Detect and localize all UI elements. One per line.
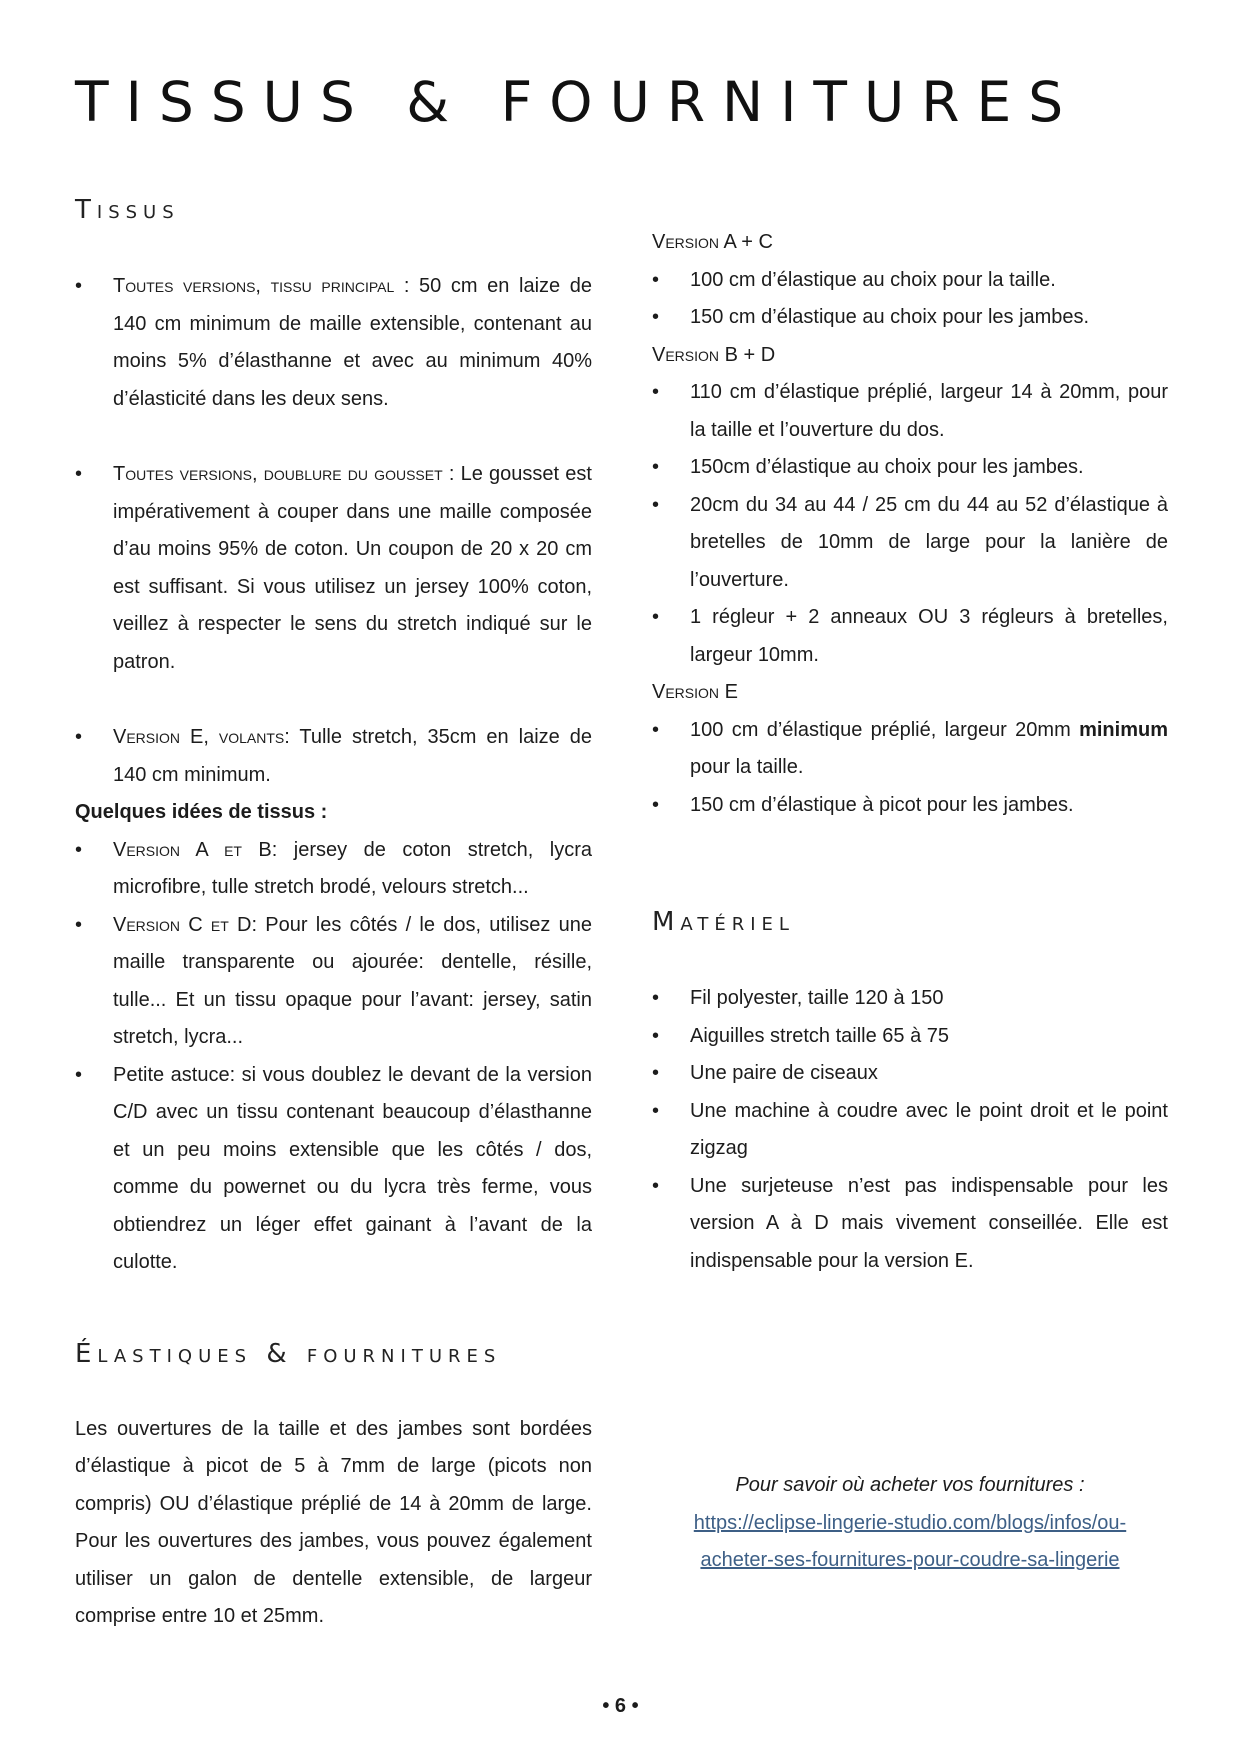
list-item: • 150cm d’élastique au choix pour les jambes. bbox=[652, 449, 1168, 487]
list-item bbox=[75, 268, 592, 418]
list-item: • 100 cm d’élastique au choix pour la taille. bbox=[652, 262, 1168, 300]
item-text: : jersey de coton stretch, lycra microfibre, tulle stretch brodé, velours stretch... bbox=[113, 838, 592, 898]
item-text: pour la taille. bbox=[690, 756, 804, 778]
list-item bbox=[75, 907, 592, 1057]
item-lead: Version A et B bbox=[113, 838, 272, 861]
materiel-list bbox=[652, 980, 1168, 1280]
item-text: Petite astuce: si vous doublez le devant de la version C/D avec un tissu contenant beaucoup d’élasthanne et un peu moins extensible que les côtés / dos, comme du powernet ou du lycra très ferme, vous obtiendrez un léger effet gainant à l’avant de la culotte. bbox=[113, 1063, 592, 1273]
shop-link-line-1: https://eclipse-lingerie-studio.com/blogs/infos/ou- bbox=[693, 1511, 1127, 1534]
list-item: • 20cm du 34 au 44 / 25 cm du 44 au 52 d’élastique à bretelles de 10mm de large pour la lanière de l’ouverture. bbox=[652, 487, 1168, 600]
ideas-list bbox=[75, 832, 592, 1282]
shop-label: Pour savoir où acheter vos fournitures : bbox=[735, 1474, 1085, 1496]
item-lead: Toutes versions, doublure du gousset bbox=[113, 463, 443, 485]
list-item: • Fil polyester, taille 120 à 150 bbox=[652, 980, 1168, 1018]
list-item: • Une paire de ciseaux bbox=[652, 1055, 1168, 1093]
item-lead: Version C et D bbox=[113, 913, 252, 936]
shop-note bbox=[652, 1467, 1168, 1580]
version-bd-list bbox=[652, 374, 1168, 674]
list-item: • Une surjeteuse n’est pas indispensable pour les version A à D mais vivement conseillée. Elle est indispensable pour la version E. bbox=[652, 1168, 1168, 1281]
left-column bbox=[75, 190, 592, 1636]
item-emphasis: minimum bbox=[1079, 718, 1168, 741]
list-item bbox=[75, 832, 592, 907]
tissus-list bbox=[75, 268, 592, 794]
item-text: 100 cm d’élastique préplié, largeur 20mm bbox=[690, 718, 1080, 741]
list-item: • 150 cm d’élastique à picot pour les jambes. bbox=[652, 787, 1168, 825]
item-text: : Pour les côtés / le dos, utilisez une maille transparente ou ajourée: dentelle, résille, tulle... Et un tissu opaque pour l’avant: jersey, satin stretch, lycra... bbox=[113, 913, 592, 1048]
section-heading-elastiques: Élastiques & fournitures bbox=[75, 1338, 502, 1369]
list-item: • 110 cm d’élastique préplié, largeur 14 à 20mm, pour la taille et l’ouverture du dos. bbox=[652, 374, 1168, 449]
item-lead: Version E, volants bbox=[113, 726, 285, 748]
version-ac-list bbox=[652, 262, 1168, 337]
list-item bbox=[75, 719, 592, 794]
section-heading-materiel: Matériel bbox=[652, 907, 795, 937]
shop-link-line-2: acheter-ses-fournitures-pour-coudre-sa-lingerie bbox=[700, 1549, 1120, 1571]
item-text: : 50 cm en laize de 140 cm minimum de maille extensible, contenant au moins 5% d’élasthanne et avec au minimum 40% d’élasticité dans les deux sens. bbox=[113, 275, 593, 410]
version-title-ac: Version A + C bbox=[652, 231, 773, 253]
item-text: : Le gousset est impérativement à couper dans une maille composée d’au moins 95% de coton. Un coupon de 20 x 20 cm est suffisant. Si vous utilisez un jersey 100% coton, veillez à respecter le sens du stretch indiqué sur le patron. bbox=[113, 463, 592, 673]
list-item bbox=[75, 1057, 592, 1282]
list-item: • Une machine à coudre avec le point droit et le point zigzag bbox=[652, 1093, 1168, 1168]
item-lead: Toutes versions, tissu principal bbox=[113, 275, 395, 297]
list-item bbox=[652, 712, 1168, 787]
list-item: • 150 cm d’élastique au choix pour les jambes. bbox=[652, 299, 1168, 337]
ideas-title: Quelques idées de tissus : bbox=[75, 801, 328, 823]
list-item bbox=[75, 456, 592, 681]
list-item: • 1 régleur + 2 anneaux OU 3 régleurs à bretelles, largeur 10mm. bbox=[652, 599, 1168, 674]
version-title-e: Version E bbox=[652, 681, 738, 703]
section-heading-tissus: Tissus bbox=[75, 195, 180, 225]
version-title-bd: Version B + D bbox=[652, 343, 776, 366]
shop-link[interactable] bbox=[694, 1512, 1126, 1572]
right-column bbox=[652, 224, 1168, 1280]
elastiques-paragraph: Les ouvertures de la taille et des jambes sont bordées d’élastique à picot de 5 à 7mm de large (picots non compris) OU d’élastique préplié de 14 à 20mm de large. Pour les ouvertures des jambes, vous pouvez également utiliser un galon de dentelle extensible, de largeur comprise entre 10 et 25mm. bbox=[75, 1417, 592, 1627]
item-text: : Tulle stretch, 35cm en laize de 140 cm minimum. bbox=[113, 726, 592, 786]
version-e-list bbox=[652, 712, 1168, 825]
page-title: TISSUS & FOURNITURES bbox=[75, 70, 1081, 134]
list-item: • Aiguilles stretch taille 65 à 75 bbox=[652, 1018, 1168, 1056]
page-number: • 6 • bbox=[602, 1695, 639, 1717]
